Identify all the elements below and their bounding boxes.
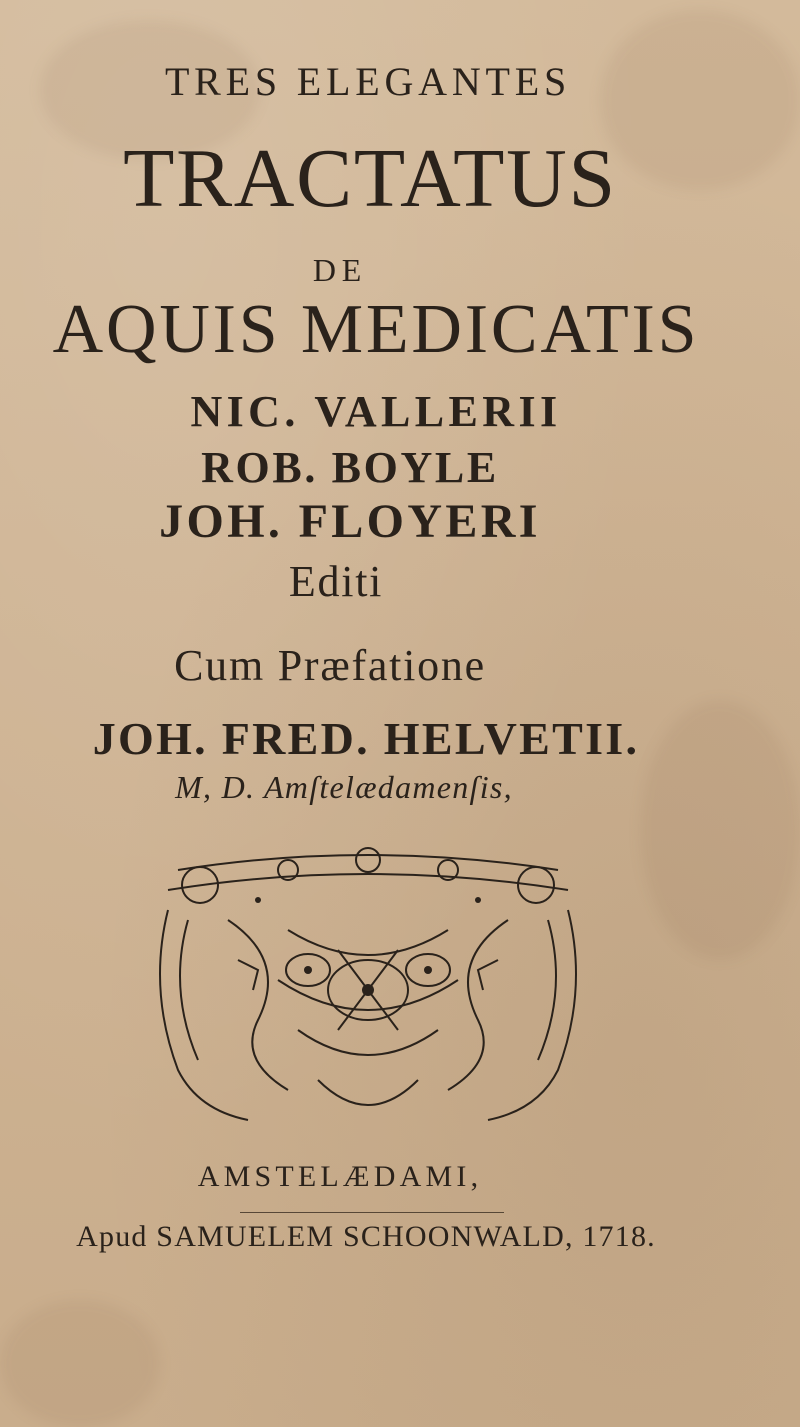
cum-praefatione-text: Cum Præfatione	[174, 641, 486, 690]
title-line-tractatus: TRACTATUS	[123, 132, 617, 225]
imprint-publisher: Apud SAMUELEM SCHOONWALD,	[76, 1220, 574, 1253]
author-boyle: ROB. BOYLE	[201, 443, 499, 492]
title-line-aquis-medicatis: AQUIS MEDICATIS	[52, 291, 700, 368]
printers-device-icon	[138, 840, 598, 1140]
preface-author-title: M, D. Amſtelædamenſis,	[175, 769, 513, 805]
preface-author: JOH. FRED. HELVETII.	[92, 713, 640, 764]
paper-stain	[0, 1300, 160, 1427]
author-floyeri: JOH. FLOYERI	[159, 495, 541, 548]
title-line-de: DE	[312, 252, 368, 288]
imprint-rule	[240, 1212, 504, 1213]
imprint-place: AMSTELÆDAMI,	[197, 1160, 483, 1193]
editi-text: Editi	[288, 557, 384, 606]
title-line-tres-elegantes: TRES ELEGANTES	[164, 59, 572, 104]
imprint-year: 1718.	[582, 1220, 656, 1253]
imprint-line	[0, 1220, 766, 1254]
author-valleri: NIC. VALLERII	[190, 387, 562, 436]
